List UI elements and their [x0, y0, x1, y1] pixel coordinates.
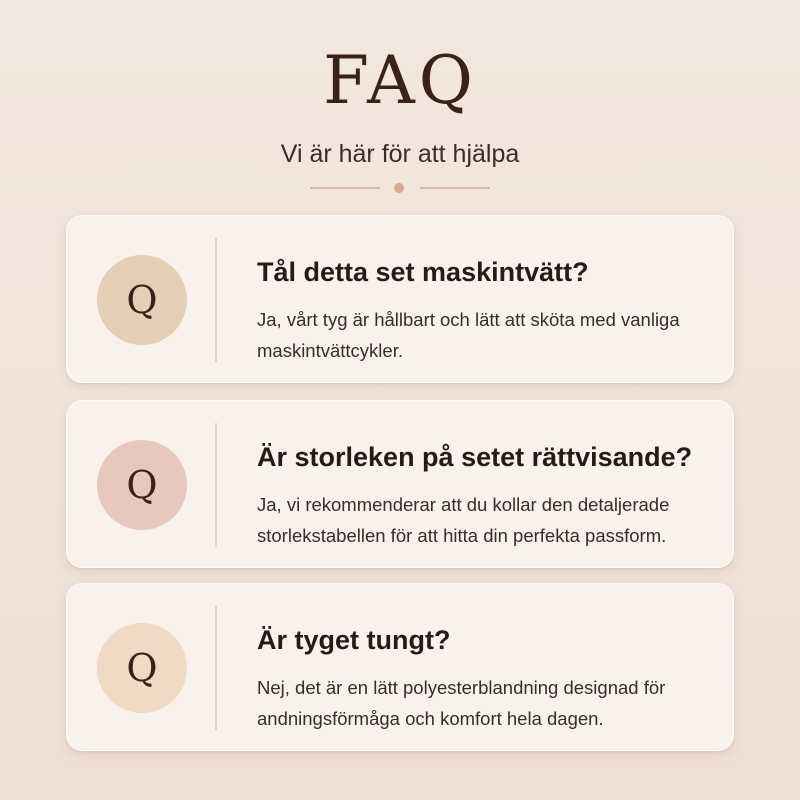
page-subtitle: Vi är här för att hjälpa [280, 140, 520, 168]
faq-answer: Ja, vårt tyg är hållbart och lätt att sköta med vanliga maskintvättcykler. [257, 309, 680, 361]
divider-line-left [310, 187, 380, 189]
divider-line-right [420, 187, 490, 189]
faq-question: Tål detta set maskintvätt? [257, 257, 589, 287]
faq-item[interactable] [66, 215, 734, 383]
question-badge-icon: Q [97, 440, 187, 530]
card-divider [215, 238, 217, 362]
decorative-divider [310, 182, 490, 194]
faq-answer: Ja, vi rekommenderar att du kollar den detaljerade storlekstabellen för att hitta din perfekta passform. [257, 494, 670, 546]
faq-item[interactable] [66, 400, 734, 568]
card-divider [215, 606, 217, 730]
page-title: FAQ [323, 42, 477, 119]
faq-question: Är tyget tungt? [257, 625, 451, 655]
faq-answer: Nej, det är en lätt polyesterblandning designad för andningsförmåga och komfort hela dagen. [257, 677, 666, 729]
faq-header [0, 36, 800, 172]
faq-item[interactable] [66, 583, 734, 751]
divider-dot [394, 183, 404, 193]
question-badge-icon: Q [97, 623, 187, 713]
question-badge-icon: Q [97, 255, 187, 345]
card-divider [215, 423, 217, 547]
faq-question: Är storleken på setet rättvisande? [257, 442, 693, 472]
